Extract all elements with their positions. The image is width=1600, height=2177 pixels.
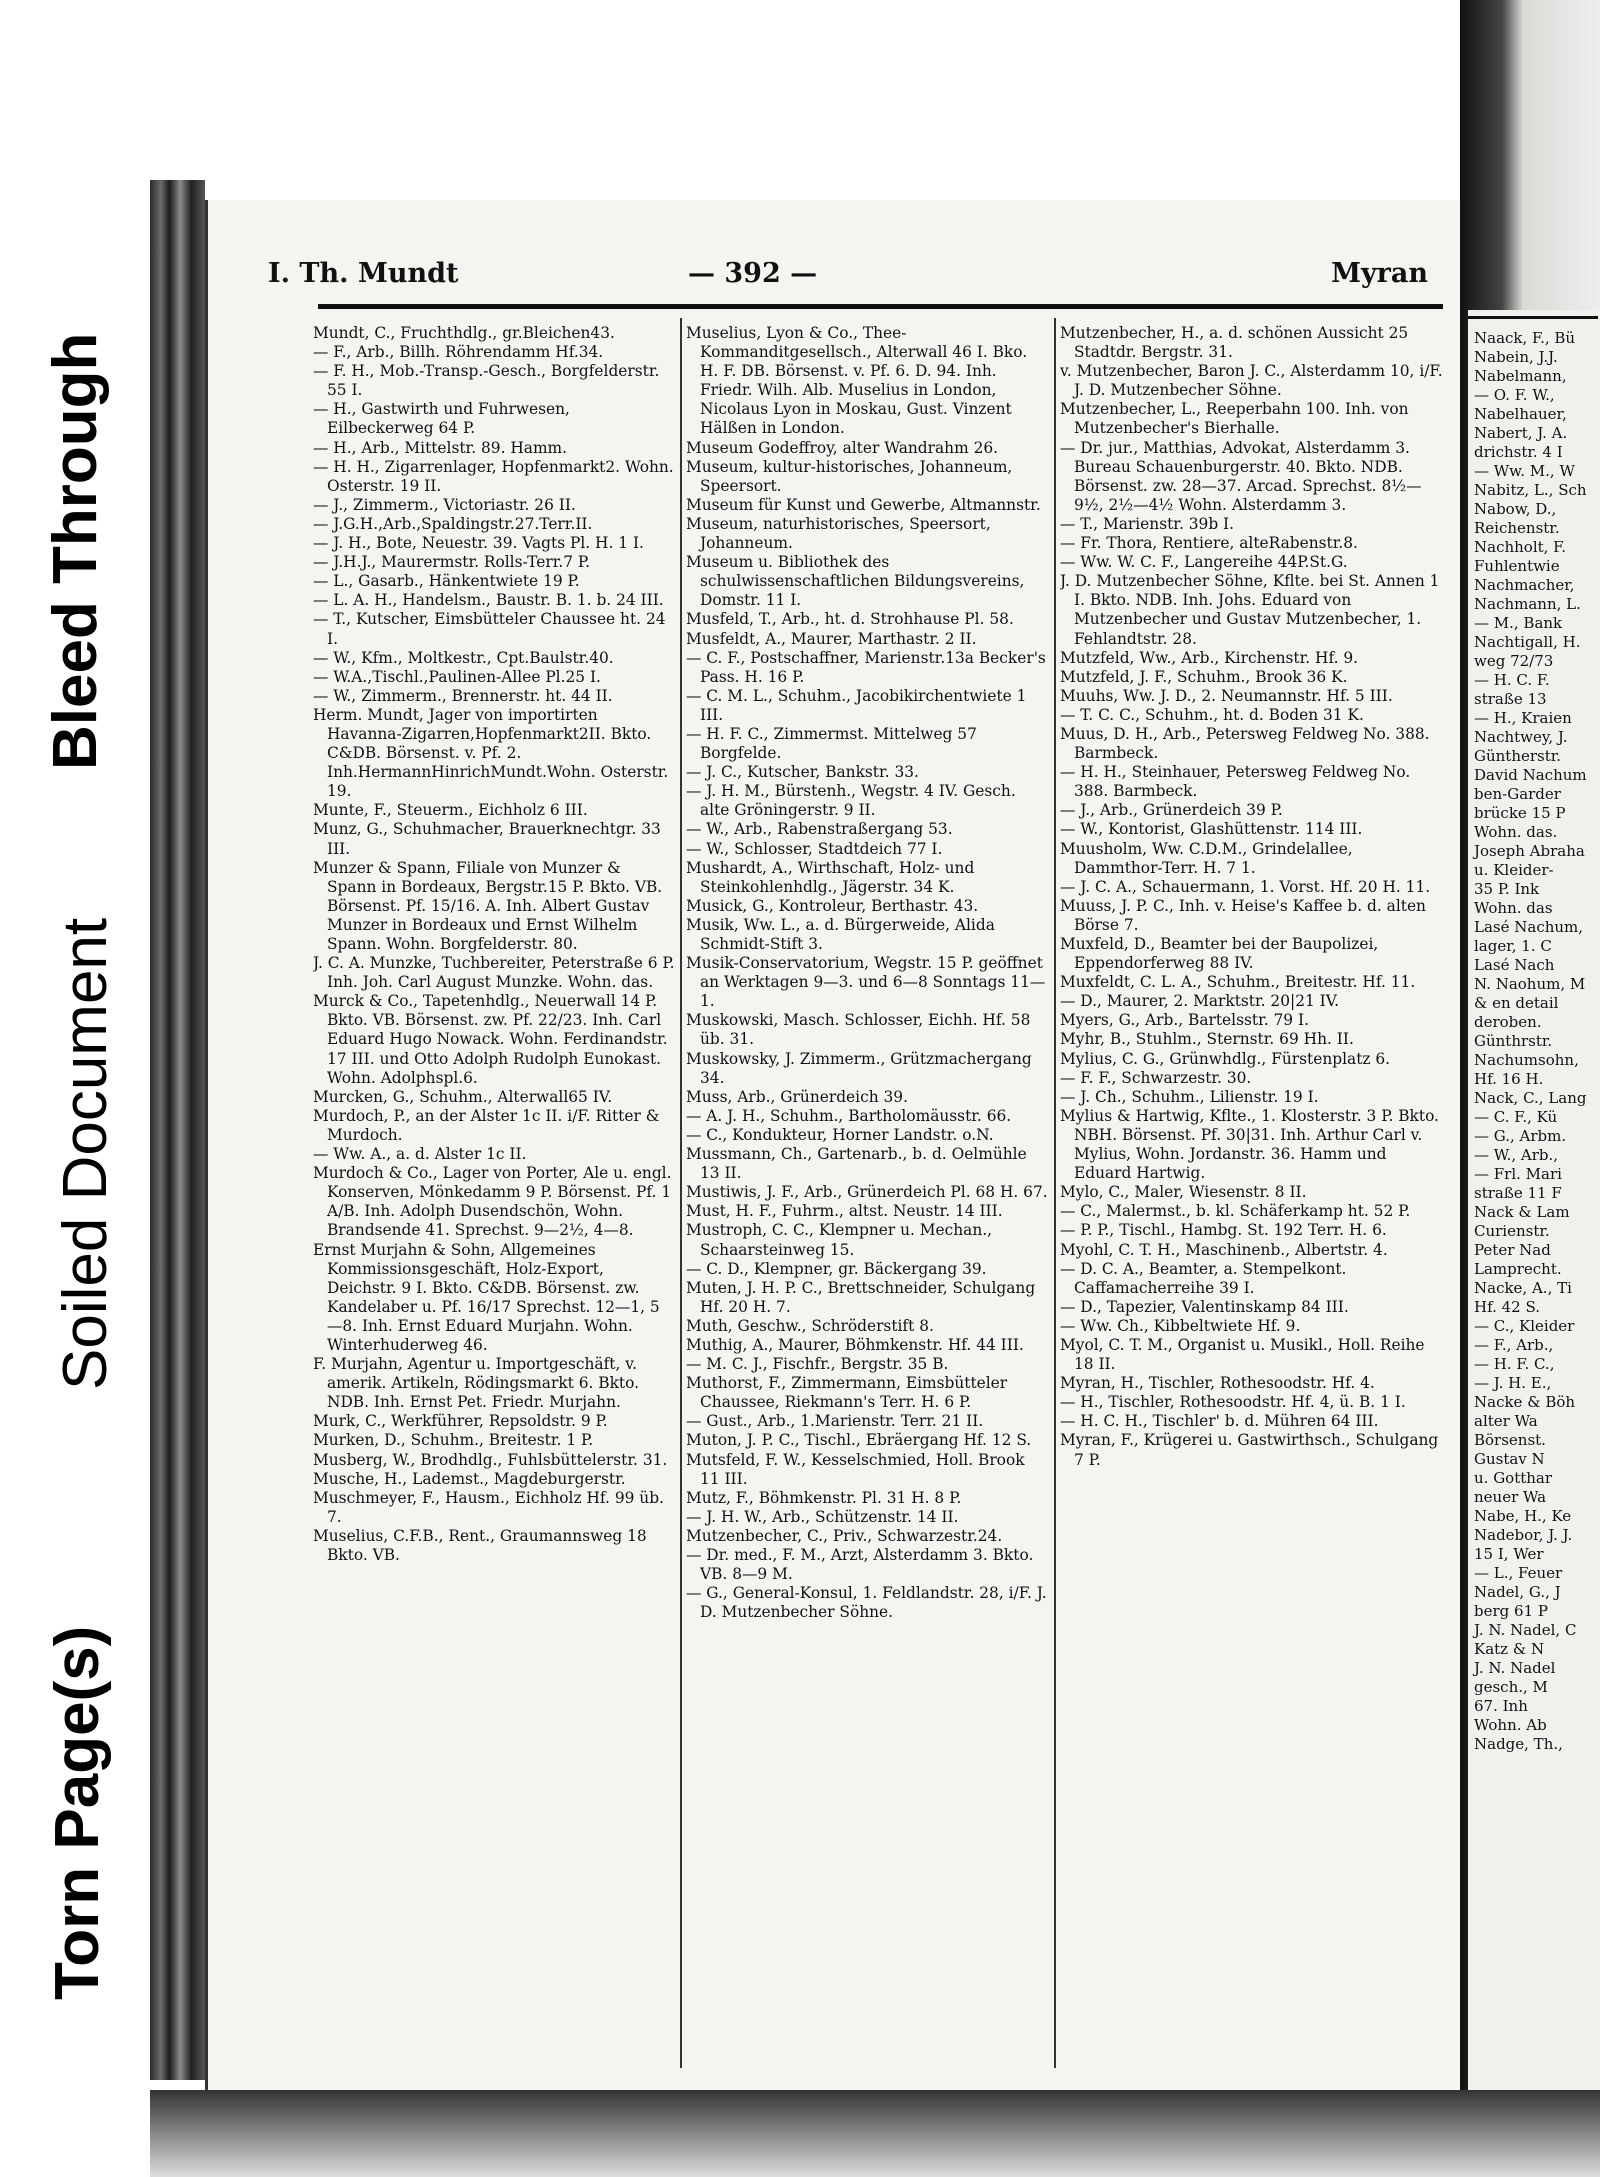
facing-page-line: Wohn. Ab [1474,1716,1547,1734]
directory-entry: — A. J. H., Schuhm., Bartholomäusstr. 66. [686,1106,1012,1125]
directory-entry: — D. C. A., Beamter, a. Stempelkont. Caffamacherreihe 39 I. [1060,1259,1347,1297]
directory-page [205,200,1463,2090]
directory-entry: — Dr. jur., Matthias, Advokat, Alsterdamm 3. Bureau Schauenburgerstr. 40. Bkto. NDB. Börsenst. zw. 28—37. Arcad. Sprechst. 8½—9½, 2½—4½ Wohn. Alsterdamm 3. [1060,438,1422,514]
directory-entry: — C. D., Klempner, gr. Bäckergang 39. [686,1259,987,1278]
directory-entry: — Ww. W. C. F., Langereihe 44P.St.G. [1060,553,1348,572]
facing-page-line: Nachmacher, [1474,576,1575,594]
facing-page-rule [1468,316,1598,319]
directory-entry: — G., General-Konsul, 1. Feldlandstr. 28, i/F. J. D. Mutzenbecher Söhne. [686,1584,1047,1622]
facing-page-line: & en detail [1474,994,1559,1012]
directory-entry: — J. H. M., Bürstenh., Wegstr. 4 IV. Gesch. alte Gröningerstr. 9 II. [686,782,1016,820]
facing-page-line: Günthrstr. [1474,1032,1553,1050]
facing-page-line: Nacke & Böh [1474,1393,1576,1411]
directory-entry: — L., Gasarb., Hänkentwiete 19 P. [313,572,580,591]
directory-entry: v. Mutzenbecher, Baron J. C., Alsterdamm 10, i/F. J. D. Mutzenbecher Söhne. [1060,362,1443,400]
directory-entry: — J. Ch., Schuhm., Lilienstr. 19 I. [1060,1087,1319,1106]
directory-entry: Musick, G., Kontroleur, Berthastr. 43. [686,896,979,915]
facing-page-line: — L., Feuer [1474,1564,1563,1582]
facing-page-line: — G., Arbm. [1474,1127,1567,1145]
directory-entry: — W., Zimmerm., Brennerstr. ht. 44 II. [313,686,613,705]
facing-page-line: alter Wa [1474,1412,1538,1430]
column-divider [680,318,682,2068]
directory-entry: Muskowski, Masch. Schlosser, Eichh. Hf. 58 üb. 31. [686,1011,1031,1049]
page-number: — 392 — [688,258,818,289]
header-first-entry: I. Th. Mundt [268,258,459,289]
facing-page-line: Hf. 42 S. [1474,1298,1540,1316]
directory-entry: Muselius, Lyon & Co., Thee-Kommanditgesellsch., Alterwall 46 I. Bko. H. F. DB. Börsenst. v. Pf. 6. D. 94. Inh. Friedr. Wilh. Alb. Muselius in London, Nicolaus Lyon in Moskau, Gust. Vinzent Hälßen in London. [686,324,1028,438]
facing-page-line: deroben. [1474,1013,1542,1031]
header-last-entry: Myran [1331,258,1428,289]
directory-entry: — J. C. A., Schauermann, 1. Vorst. Hf. 20 H. 11. [1060,877,1431,896]
directory-entry: — H. F. C., Zimmermst. Mittelweg 57 Borgfelde. [686,724,977,763]
facing-page-line: Katz & N [1474,1640,1545,1658]
directory-entry: Mylius, C. G., Grünwhdlg., Fürstenplatz 6. [1060,1049,1391,1068]
directory-entry: Muss, Arb., Grünerdeich 39. [686,1087,908,1106]
facing-page-line: Nabelhauer, [1474,405,1567,423]
facing-page-line: — H. F. C., [1474,1355,1555,1373]
directory-entry: Muuss, J. P. C., Inh. v. Heise's Kaffee b. d. alten Börse 7. [1060,896,1426,934]
facing-page-line: J. N. Nadel [1474,1659,1556,1677]
directory-entry: Mustroph, C. C., Klempner u. Mechan., Schaarsteinweg 15. [686,1221,993,1259]
facing-page-line: Nabitz, L., Sch [1474,481,1587,499]
facing-page-line: Joseph Abraha [1474,842,1585,860]
directory-entry: Murk, C., Werkführer, Repsoldstr. 9 P. [313,1412,608,1431]
directory-entry: Muton, J. P. C., Tischl., Ebräergang Hf. 12 S. [686,1431,1032,1450]
directory-entry: Myran, H., Tischler, Rothesoodstr. Hf. 4. [1060,1374,1375,1393]
directory-entry: Muxfeld, D., Beamter bei der Baupolizei, Eppendorferweg 88 IV. [1060,935,1379,973]
directory-entry: Myol, C. T. M., Organist u. Musikl., Holl. Reihe 18 II. [1060,1335,1425,1374]
directory-entry: Musche, H., Lademst., Magdeburgerstr. [313,1469,626,1488]
directory-entry: Mutzfeld, Ww., Arb., Kirchenstr. Hf. 9. [1060,648,1359,667]
facing-page-line: Peter Nad [1474,1241,1551,1259]
facing-page-line: Nadebor, J. J. [1474,1526,1573,1544]
facing-page-line: lager, 1. C [1474,937,1552,955]
directory-entry: — C., Malermst., b. kl. Schäferkamp ht. 52 P. [1060,1202,1411,1221]
directory-entry: — Ww. Ch., Kibbeltwiete Hf. 9. [1060,1316,1301,1335]
facing-page-line: Börsenst. [1474,1431,1546,1449]
facing-page-line: Nachtwey, J. [1474,728,1568,746]
directory-entry: Munz, G., Schuhmacher, Brauerknechtgr. 33 III. [313,820,661,858]
directory-entry: Myran, F., Krügerei u. Gastwirthsch., Schulgang 7 P. [1060,1431,1439,1469]
facing-page-line: J. N. Nadel, C [1474,1621,1577,1639]
directory-entry: — L. A. H., Handelsm., Baustr. B. 1. b. 24 III. [313,591,664,610]
facing-page-line: Nachholt, F. [1474,538,1567,556]
directory-entry: — H. C. H., Tischler' b. d. Mühren 64 III. [1060,1412,1379,1431]
directory-entry: — M. C. J., Fischfr., Bergstr. 35 B. [686,1355,949,1374]
facing-page-line: gesch., M [1474,1678,1548,1696]
facing-page-line: Fuhlentwie [1474,557,1560,575]
directory-entry: — C., Kondukteur, Horner Landstr. o.N. [686,1125,994,1144]
directory-entry: — C. M. L., Schuhm., Jacobikirchentwiete 1 III. [686,686,1027,724]
facing-page-line: straße 13 [1474,690,1547,708]
directory-entry: Mutzenbecher, C., Priv., Schwarzestr.24. [686,1526,1003,1545]
directory-entry: Museum, naturhistorisches, Speersort, Johanneum. [686,514,991,553]
directory-entry: — J. C., Kutscher, Bankstr. 33. [686,763,919,782]
directory-entry: — H. H., Steinhauer, Petersweg Feldweg No. 388. Barmbeck. [1060,763,1411,801]
directory-entry: — H., Gastwirth und Fuhrwesen, Eilbeckerweg 64 P. [313,400,570,438]
facing-page-line: — M., Bank [1474,614,1563,632]
directory-entry: Myhr, B., Stuhlm., Sternstr. 69 Hh. II. [1060,1030,1354,1049]
facing-page-line: — W., Arb., [1474,1146,1559,1164]
page-header [268,250,1428,300]
directory-entry: Muuhs, Ww. J. D., 2. Neumannstr. Hf. 5 III. [1060,686,1393,705]
directory-entry: — Gust., Arb., 1.Marienstr. Terr. 21 II. [686,1412,984,1431]
directory-entry: Mutzenbecher, H., a. d. schönen Aussicht 25 Stadtdr. Bergstr. 31. [1060,324,1409,362]
directory-entry: Musik, Ww. L., a. d. Bürgerweide, Alida Schmidt-Stift 3. [686,915,995,953]
directory-entry: Mushardt, A., Wirthschaft, Holz- und Steinkohlenhdlg., Jägerstr. 34 K. [686,858,975,896]
facing-page-line: Hf. 16 H. [1474,1070,1544,1088]
directory-entry: — J., Arb., Grünerdeich 39 P. [1060,801,1283,820]
facing-page-line: Nadge, Th., [1474,1735,1563,1753]
book-page-edges [150,180,205,2080]
directory-entry: Mylius & Hartwig, Kflte., 1. Klosterstr. 3 P. Bkto. NBH. Börsenst. Pf. 30|31. Inh. Arthur Carl v. Mylius, Wohn. Jordanstr. 36. Hamm und Eduard Hartwig. [1060,1106,1439,1183]
facing-page-line: Nadel, G., J [1474,1583,1561,1601]
facing-page-line: Nabein, J.J. [1474,348,1558,366]
directory-entry: — J.G.H.,Arb.,Spaldingstr.27.Terr.II. [313,514,593,533]
directory-entry: — C. F., Postschaffner, Marienstr.13a Becker's Pass. H. 16 P. [686,648,1046,686]
directory-entry: — J. H., Bote, Neuestr. 39. Vagts Pl. H. 1 I. [313,534,644,553]
torn-pages-note: Torn Page(s) [43,1625,112,2000]
facing-page-line: ben-Garder [1474,785,1561,803]
facing-page-line: Wohn. das [1474,899,1553,917]
facing-page-line: Nabe, H., Ke [1474,1507,1572,1525]
directory-entry: — W., Schlosser, Stadtdeich 77 I. [686,839,943,858]
column-left [313,324,675,1565]
directory-entry: — W., Arb., Rabenstraßergang 53. [686,820,953,839]
directory-entry: Muskowsky, J. Zimmerm., Grützmachergang 34. [686,1049,1032,1087]
directory-entry: Museum Godeffroy, alter Wandrahm 26. [686,438,999,457]
column-divider [1054,318,1056,2068]
directory-entry: — H., Arb., Mittelstr. 89. Hamm. [313,438,568,457]
facing-page-line: Nachumsohn, [1474,1051,1579,1069]
directory-entry: Munzer & Spann, Filiale von Munzer & Spann in Bordeaux, Bergstr.15 P. Bkto. VB. Börsenst. Pf. 15/16. A. Inh. Albert Gustav Munzer in Bordeaux und Ernst Wilhelm Spann. Wohn. Borgfelderstr. 80. [313,858,663,953]
directory-entry: Mutz, F., Böhmkenstr. Pl. 31 H. 8 P. [686,1488,962,1507]
column-right [1060,324,1443,1470]
header-rule [318,304,1443,309]
facing-page-lines [1468,329,1600,1754]
facing-page-line: — O. F. W., [1474,386,1555,404]
directory-entry: — Ww. A., a. d. Alster 1c II. [313,1145,527,1164]
facing-page-line: neuer Wa [1474,1488,1547,1506]
directory-entry: Muusholm, Ww. C.D.M., Grindelallee, Dammthor-Terr. H. 7 1. [1060,839,1353,877]
facing-page-line: 15 I, Wer [1474,1545,1544,1563]
facing-page-line: 35 P. Ink [1474,880,1540,898]
directory-entry: — F. H., Mob.-Transp.-Gesch., Borgfelderstr. 55 I. [313,362,660,400]
bleed-through-note: Bleed Through [41,332,110,770]
facing-page-fragment [1468,310,1600,2100]
directory-entry: — W.A.,Tischl.,Paulinen-Allee Pl.25 I. [313,667,601,686]
directory-entry: — F., Arb., Billh. Röhrendamm Hf.34. [313,343,604,362]
facing-page-line: u. Kleider- [1474,861,1554,879]
facing-page-line: Reichenstr. [1474,519,1560,537]
facing-page-line: David Nachum [1474,766,1587,784]
facing-page-line: Nack & Lam [1474,1203,1570,1221]
facing-page-line: u. Gotthar [1474,1469,1553,1487]
facing-page-line: Nacke, A., Ti [1474,1279,1572,1297]
directory-entry: Mutzenbecher, L., Reeperbahn 100. Inh. von Mutzenbecher's Bierhalle. [1060,400,1409,438]
facing-page-line: weg 72/73 [1474,652,1554,670]
directory-entry: Muthig, A., Maurer, Böhmkenstr. Hf. 44 III. [686,1335,1024,1354]
directory-entry: — T., Marienstr. 39b I. [1060,514,1235,533]
margin-annotations [0,0,150,2177]
directory-entry: — W., Kontorist, Glashüttenstr. 114 III. [1060,820,1363,839]
facing-page-line: Wohn. das. [1474,823,1558,841]
directory-entry: Must, H. F., Fuhrm., altst. Neustr. 14 III. [686,1202,1003,1221]
directory-entry: Munte, F., Steuerm., Eichholz 6 III. [313,801,588,820]
directory-entry: — Fr. Thora, Rentiere, alteRabenstr.8. [1060,534,1358,553]
facing-page-line: — Frl. Mari [1474,1165,1562,1183]
directory-entry: Mylo, C., Maler, Wiesenstr. 8 II. [1060,1183,1307,1202]
facing-page-line: — C. F., Kü [1474,1108,1558,1126]
directory-entry: J. D. Mutzenbecher Söhne, Kflte. bei St. Annen 1 I. Bkto. NDB. Inh. Johs. Eduard von Mutzenbecher und Gustav Mutzenbecher, 1. Fehlandtstr. 28. [1060,572,1440,648]
directory-entry: — F. F., Schwarzestr. 30. [1060,1068,1252,1087]
facing-page-line: — F., Arb., [1474,1336,1554,1354]
directory-entry: Muthorst, F., Zimmermann, Eimsbütteler Chaussee, Riekmann's Terr. H. 6 P. [686,1374,1008,1412]
directory-entry: Mutsfeld, F. W., Kesselschmied, Holl. Brook 11 III. [686,1450,1025,1488]
directory-entry: Mutzfeld, J. F., Schuhm., Brook 36 K. [1060,667,1348,686]
facing-page-line: — Ww. M., W [1474,462,1575,480]
scan-bottom-shadow [150,2090,1600,2177]
facing-page-line: N. Naohum, M [1474,975,1586,993]
directory-entry: Murdoch, P., an der Alster 1c II. i/F. Ritter & Murdoch. [313,1106,660,1144]
directory-entry: — H. H., Zigarrenlager, Hopfenmarkt2. Wohn. Osterstr. 19 II. [313,457,674,495]
facing-page-line: — C., Kleider [1474,1317,1575,1335]
facing-page-line: berg 61 P [1474,1602,1548,1620]
directory-entry: — Dr. med., F. M., Arzt, Alsterdamm 3. Bkto. VB. 8—9 M. [686,1546,1034,1584]
facing-page-line: Naack, F., Bü [1474,329,1576,347]
column-middle [686,324,1048,1622]
directory-entry: Mustiwis, J. F., Arb., Grünerdeich Pl. 68 H. 67. [686,1183,1048,1202]
facing-page-line: Curienstr. [1474,1222,1550,1240]
directory-entry: Musik-Conservatorium, Wegstr. 15 P. geöffnet an Werktagen 9—3. und 6—8 Sonntags 11—1. [686,954,1046,1011]
facing-page-line: — J. H. E., [1474,1374,1552,1392]
facing-page-line: Güntherstr. [1474,747,1562,765]
directory-entry: — J. H. W., Arb., Schützenstr. 14 II. [686,1507,959,1526]
facing-page-line: Nabow, D., [1474,500,1557,518]
directory-entry: — D., Maurer, 2. Marktstr. 20|21 IV. [1060,992,1340,1011]
directory-entry: Museum für Kunst und Gewerbe, Altmannstr. [686,495,1041,514]
directory-entry: — J.H.J., Maurermstr. Rolls-Terr.7 P. [313,553,591,572]
directory-entry: Museum u. Bibliothek des schulwissenschaftlichen Bildungsvereins, Domstr. 11 I. [686,553,1025,610]
directory-entry: Murdoch & Co., Lager von Porter, Ale u. engl. Konserven, Mönkedamm 9 P. Börsenst. Pf. 1 A/B. Inh. Adolph Dusendschön, Wohn. Brandsende 41. Sprechst. 9—2½, 4—8. [313,1164,672,1240]
facing-page-line: Nachmann, L. [1474,595,1581,613]
directory-entry: J. C. A. Munzke, Tuchbereiter, Peterstraße 6 P. Inh. Joh. Carl August Munzke. Wohn. das. [313,954,675,992]
directory-entry: Murken, D., Schuhm., Breitestr. 1 P. [313,1431,594,1450]
facing-page-line: straße 11 F [1474,1184,1562,1202]
directory-entry: Musberg, W., Brodhdlg., Fuhlsbüttelerstr. 31. [313,1450,668,1469]
facing-page-line: 67. Inh [1474,1697,1528,1715]
directory-entry: — P. P., Tischl., Hambg. St. 192 Terr. H. 6. [1060,1221,1387,1240]
directory-entry: Musfeld, T., Arb., ht. d. Strohhause Pl. 58. [686,610,1014,629]
facing-page-line: Gustav N [1474,1450,1545,1468]
directory-entry: — H., Tischler, Rothesoodstr. Hf. 4, ü. B. 1 I. [1060,1393,1406,1412]
directory-entry: Murck & Co., Tapetenhdlg., Neuerwall 14 P. Bkto. VB. Börsenst. zw. Pf. 22/23. Inh. Carl Eduard Hugo Nowack. Wohn. Ferdinandstr. 17 III. und Otto Adolph Rudolph Eunokast. Wohn. Adolphspl.6. [313,992,668,1087]
directory-entry: F. Murjahn, Agentur u. Importgeschäft, v. amerik. Artikeln, Rödingsmarkt 6. Bkto. NDB. Inh. Ernst Pet. Friedr. Murjahn. [313,1355,640,1412]
directory-entry: Murcken, G., Schuhm., Alterwall65 IV. [313,1087,613,1106]
directory-entry: Ernst Murjahn & Sohn, Allgemeines Kommissionsgeschäft, Holz-Export, Deichstr. 9 I. Bkto. C&DB. Börsenst. zw. Kandelaber u. Pf. 16/17 Sprechst. 12—1, 5—8. Inh. Ernst Eduard Murjahn. Wohn. Winterhuderweg 46. [313,1240,660,1354]
directory-entry: — W., Kfm., Moltkestr., Cpt.Baulstr.40. [313,648,614,667]
facing-page-line: — H. C. F. [1474,671,1550,689]
soiled-document-note: Soiled Document [51,917,120,1390]
directory-entry: — D., Tapezier, Valentinskamp 84 III. [1060,1297,1349,1316]
facing-page-line: drichstr. 4 I [1474,443,1563,461]
directory-entry: — T. C. C., Schuhm., ht. d. Boden 31 K. [1060,705,1364,724]
directory-entry: — T., Kutscher, Eimsbütteler Chaussee ht. 24 I. [313,610,666,648]
facing-page-line: Nack, C., Lang [1474,1089,1587,1107]
directory-entry: Myohl, C. T. H., Maschinenb., Albertstr. 4. [1060,1240,1388,1259]
directory-entry: Muth, Geschw., Schröderstift 8. [686,1316,934,1335]
directory-entry: Muxfeldt, C. L. A., Schuhm., Breitestr. Hf. 11. [1060,973,1416,992]
facing-page-line: — H., Kraien [1474,709,1572,727]
directory-entry: — J., Zimmerm., Victoriastr. 26 II. [313,495,576,514]
directory-entry: Mundt, C., Fruchthdlg., gr.Bleichen43. [313,324,615,342]
directory-entry: Muten, J. H. P. C., Brettschneider, Schulgang Hf. 20 H. 7. [686,1278,1036,1316]
directory-entry: Herm. Mundt, Jager von importirten Havanna-Zigarren,Hopfenmarkt2II. Bkto. C&DB. Börsenst. v. Pf. 2. Inh.HermannHinrichMundt.Wohn. Osterstr. 19. [313,705,669,801]
directory-entry: Myers, G., Arb., Bartelsstr. 79 I. [1060,1011,1309,1030]
directory-entry: Museum, kultur-historisches, Johanneum, Speersort. [686,457,1013,495]
facing-page-line: Nabelmann, [1474,367,1567,385]
facing-page-line: brücke 15 P [1474,804,1566,822]
directory-entry: Muselius, C.F.B., Rent., Graumannsweg 18 Bkto. VB. [313,1526,647,1564]
directory-entry: Mussmann, Ch., Gartenarb., b. d. Oelmühle 13 II. [686,1145,1027,1183]
facing-page-line: Lasé Nach [1474,956,1555,974]
facing-page-line: Nabert, J. A. [1474,424,1568,442]
directory-entry: Muschmeyer, F., Hausm., Eichholz Hf. 99 üb. 7. [313,1488,664,1526]
facing-page-line: Nachtigall, H. [1474,633,1581,651]
directory-entry: Musfeldt, A., Maurer, Marthastr. 2 II. [686,629,977,648]
facing-page-line: Lamprecht. [1474,1260,1562,1278]
facing-page-line: Lasé Nachum, [1474,918,1584,936]
directory-entry: Muus, D. H., Arb., Petersweg Feldweg No. 388. Barmbeck. [1060,724,1430,763]
